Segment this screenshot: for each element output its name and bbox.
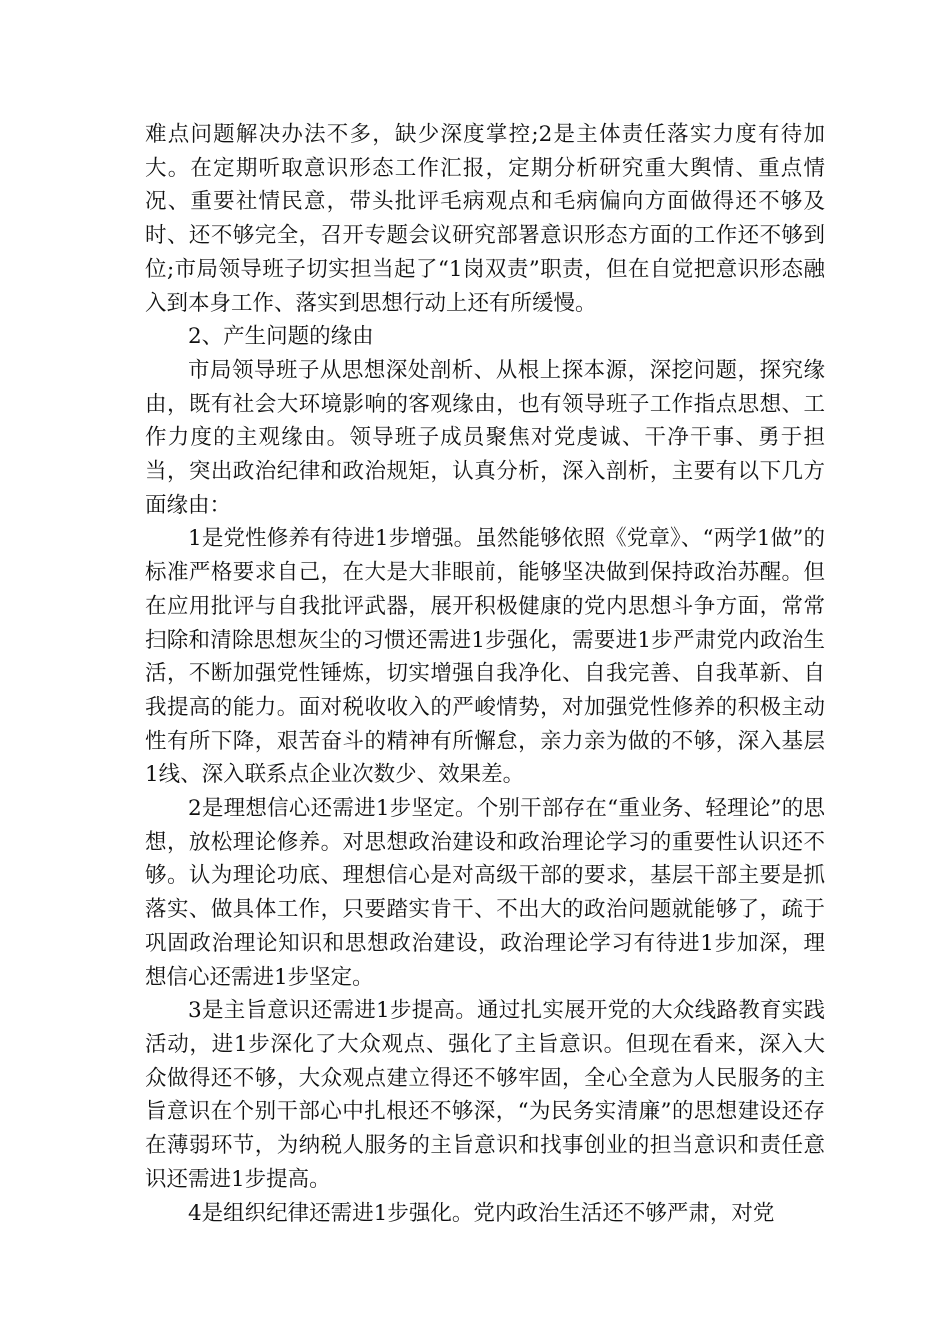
paragraph-point-4: 4是组织纪律还需进1步强化。党内政治生活还不够严肃，对党: [188, 1200, 775, 1226]
section-heading: 2、产生问题的缘由: [188, 324, 374, 350]
paragraph-intro: 市局领导班子从思想深处剖析、从根上探本源，深挖问题，探究缘由，既有社会大环境影响的客观缘由，也有领导班子工作指点思想、工作力度的主观缘由。领导班子成员聚焦对党虔诚、干净干事、勇于担当，突出政治纪律和政治规矩，认真分析，深入剖析，主要有以下几方面缘由：: [145, 357, 825, 518]
paragraph-point-1: 1是党性修养有待进1步增强。虽然能够依照《党章》、“两学1做”的标准严格要求自己，在大是大非眼前，能够坚决做到保持政治苏醒。但在应用批评与自我批评武器，展开积极健康的党内思想斗争方面，常常扫除和清除思想灰尘的习惯还需进1步强化，需要进1步严肃党内政治生活，不断加强党性锤炼，切实增强自我净化、自我完善、自我革新、自我提高的能力。面对税收收入的严峻情势，对加强党性修养的积极主动性有所下降，艰苦奋斗的精神有所懈怠，亲力亲为做的不够，深入基层1线、深入联系点企业次数少、效果差。: [145, 526, 825, 788]
paragraph-continued: 难点问题解决办法不多，缺少深度掌控;2是主体责任落实力度有待加大。在定期听取意识形态工作汇报，定期分析研究重大舆情、重点情况、重要社情民意，带头批评毛病观点和毛病偏向方面做得还不够及时、还不够完全，召开专题会议研究部署意识形态方面的工作还不够到位;市局领导班子切实担当起了“1岗双责”职责，但在自觉把意识形态融入到本身工作、落实到思想行动上还有所缓慢。: [145, 122, 825, 316]
document-body: [145, 118, 825, 1230]
paragraph-point-2: 2是理想信心还需进1步坚定。个别干部存在“重业务、轻理论”的思想，放松理论修养。对思想政治建设和政治理论学习的重要性认识还不够。认为理论功底、理想信心是对高级干部的要求，基层干部主要是抓落实、做具体工作，只要踏实肯干、不出大的政治问题就能够了，疏于巩固政治理论知识和思想政治建设，政治理论学习有待进1步加深，理想信心还需进1步坚定。: [145, 796, 825, 990]
paragraph-point-3: 3是主旨意识还需进1步提高。通过扎实展开党的大众线路教育实践活动，进1步深化了大众观点、强化了主旨意识。但现在看来，深入大众做得还不够，大众观点建立得还不够牢固，全心全意为人民服务的主旨意识在个别干部心中扎根还不够深，“为民务实清廉”的思想建设还存在薄弱环节，为纳税人服务的主旨意识和找事创业的担当意识和责任意识还需进1步提高。: [145, 998, 825, 1192]
